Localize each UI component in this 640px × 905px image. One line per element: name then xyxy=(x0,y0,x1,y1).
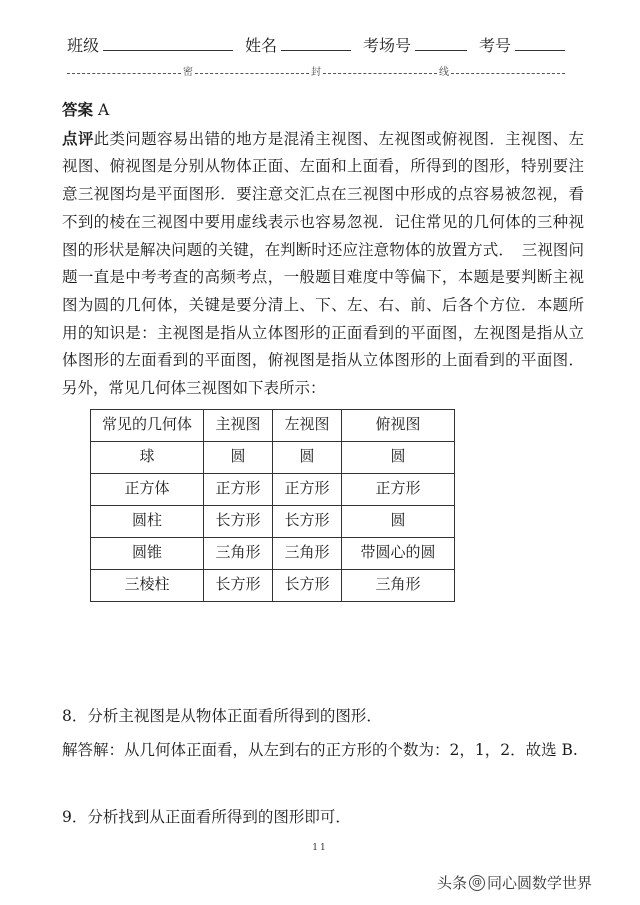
exam-header xyxy=(67,33,587,56)
q8-solution: 解答解：从几何体正面看，从左到右的正方形的个数为：2，1，2．故选 B. xyxy=(62,741,578,759)
exam-room-field[interactable] xyxy=(415,36,467,51)
table-cell: 三角形 xyxy=(204,537,273,569)
seal-char-mi: 密 xyxy=(183,67,193,78)
table-row xyxy=(91,505,455,537)
divider xyxy=(195,73,309,74)
table-cell: 三棱柱 xyxy=(91,569,204,601)
table-cell: 三角形 xyxy=(342,569,455,601)
class-label: 班级 xyxy=(67,36,100,55)
q8-analysis: 8．分析主视图是从物体正面看所得到的图形． xyxy=(62,707,382,725)
table-cell: 圆 xyxy=(342,441,455,473)
table-header-cell: 常见的几何体 xyxy=(91,409,204,441)
answer-section xyxy=(62,96,584,602)
comment-text: 此类问题容易出错的地方是混淆主视图、左视图或俯视图．主视图、左视图、俯视图是分别从物体正面、左面和上面看，所得到的图形，特别要注意三视图均是平面图形．要注意交汇点在三视图中形成的点容易被忽视，看不到的棱在三视图中要用虚线表示也容易忽视．记住常见的几何体的三种视图的形状是解决问题的关键，在判断时还应注意物体的放置方式． 三视图问题一直是中考考查的高频考点，一般题目难度中等偏下，本题是要判断主视图为圆的几何体，关键是要分清上、下、左、右、前、后各个方位．本题所用的知识是：主视图是指从立体图形的正面看到的平面图，左视图是指从立体图形的左面看到的平面图，俯视图是指从立体图形的上面看到的平面图．另外，常见几何体三视图如下表所示： xyxy=(62,129,584,398)
exam-number-field[interactable] xyxy=(515,36,565,51)
table-cell: 正方形 xyxy=(273,473,342,505)
answer-line xyxy=(62,96,584,125)
table-row xyxy=(91,473,455,505)
watermark-prefix: 头条 xyxy=(437,874,468,892)
table-cell: 圆 xyxy=(273,441,342,473)
table-cell: 正方形 xyxy=(342,473,455,505)
watermark-name: 同心圆数学世界 xyxy=(487,874,593,892)
divider xyxy=(323,73,437,74)
table-row xyxy=(91,537,455,569)
at-icon: @ xyxy=(469,875,485,891)
table-cell: 正方体 xyxy=(91,473,204,505)
divider xyxy=(451,73,565,74)
class-field[interactable] xyxy=(103,36,233,51)
comment-paragraph xyxy=(62,125,584,403)
name-field[interactable] xyxy=(281,36,351,51)
exam-number-label: 考号 xyxy=(479,36,512,55)
table-header-cell: 左视图 xyxy=(273,409,342,441)
table-cell: 带圆心的圆 xyxy=(342,537,455,569)
name-label: 姓名 xyxy=(245,36,278,55)
table-cell: 正方形 xyxy=(204,473,273,505)
table-cell: 圆柱 xyxy=(91,505,204,537)
table-cell: 三角形 xyxy=(273,537,342,569)
table-cell: 长方形 xyxy=(273,569,342,601)
three-views-table xyxy=(90,409,455,602)
comment-label: 点评 xyxy=(62,128,94,148)
page-number: 11 xyxy=(312,843,328,853)
table-header-cell: 俯视图 xyxy=(342,409,455,441)
table-cell: 圆 xyxy=(342,505,455,537)
table-row xyxy=(91,569,455,601)
table-cell: 圆锥 xyxy=(91,537,204,569)
q9-analysis: 9．分析找到从正面看所得到的图形即可． xyxy=(62,808,351,826)
seal-char-feng: 封 xyxy=(311,67,321,78)
watermark xyxy=(437,872,592,893)
answer-value: A xyxy=(97,101,110,119)
divider xyxy=(67,73,181,74)
seal-line xyxy=(67,68,565,78)
table-header-row xyxy=(91,409,455,441)
table-cell: 长方形 xyxy=(204,569,273,601)
table-cell: 球 xyxy=(91,441,204,473)
table-row xyxy=(91,441,455,473)
table-header-cell: 主视图 xyxy=(204,409,273,441)
table-cell: 圆 xyxy=(204,441,273,473)
seal-char-xian: 线 xyxy=(439,67,449,78)
table-cell: 长方形 xyxy=(204,505,273,537)
exam-room-label: 考场号 xyxy=(363,36,412,55)
table-cell: 长方形 xyxy=(273,505,342,537)
answer-label: 答案 xyxy=(62,100,94,119)
